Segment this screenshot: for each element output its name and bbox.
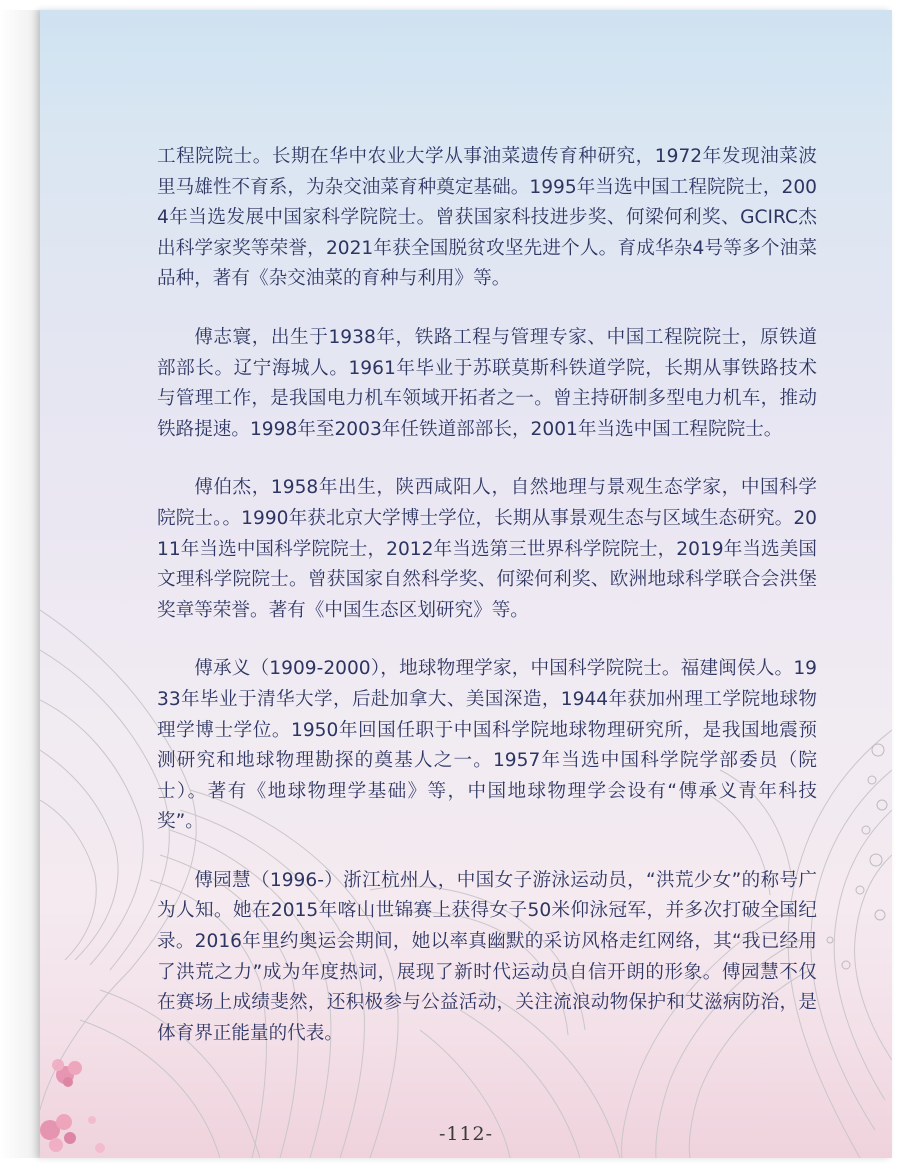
paragraph-fu-bojie: 傅伯杰，1958年出生，陕西咸阳人，自然地理与景观生态学家，中国科学院院士。。1990年获北京大学博士学位，长期从事景观生态与区域生态研究。2011年当选中国科学院院士，2012年当选第三世界科学院院士，2019年当选美国文理科学院院士。曾获国家自然科学奖、何梁何利奖、欧洲地球科学联合会洪堡奖章等荣誉。著有《中国生态区划研究》等。 <box>157 477 817 621</box>
page-number: -112- <box>438 1123 494 1145</box>
page-sheet <box>40 10 892 1158</box>
body-text <box>157 142 817 1077</box>
paragraph-fu-chengyi: 傅承义（1909-2000），地球物理学家，中国科学院院士。福建闽侯人。1933年毕业于清华大学，后赴加拿大、美国深造，1944年获加州理工学院地球物理学博士学位。1950年回国任职于中国科学院地球物理研究所，是我国地震预测研究和地球物理勘探的奠基人之一。1957年当选中国科学院学部委员（院士）。著有《地球物理学基础》等，中国地球物理学会设有“傅承义青年科技奖”。 <box>157 658 817 833</box>
paragraph-fu-yuanhui: 傅园慧（1996-）浙江杭州人，中国女子游泳运动员，“洪荒少女”的称号广为人知。她在2015年喀山世锦赛上获得女子50米仰泳冠军，并多次打破全国纪录。2016年里约奥运会期间，她以率真幽默的采访风格走红网络，其“我已经用了洪荒之力”成为年度热词，展现了新时代运动员自信开朗的形象。傅园慧不仅在赛场上成绩斐然，还积极参与公益活动，关注流浪动物保护和艾滋病防治，是体育界正能量的代表。 <box>157 869 817 1044</box>
paragraph-continued: 工程院院士。长期在华中农业大学从事油菜遗传育种研究，1972年发现油菜波里马雄性不育系，为杂交油菜育种奠定基础。1995年当选中国工程院院士，2004年当选发展中国家科学院院士。曾获国家科技进步奖、何梁何利奖、GCIRC杰出科学家奖等荣誉，2021年获全国脱贫攻坚先进个人。育成华杂4号等多个油菜品种，著有《杂交油菜的育种与利用》等。 <box>157 146 817 290</box>
paragraph-fu-zhihuan: 傅志寰，出生于1938年，铁路工程与管理专家、中国工程院院士，原铁道部部长。辽宁海城人。1961年毕业于苏联莫斯科铁道学院，长期从事铁路技术与管理工作，是我国电力机车领域开拓者之一。曾主持研制多型电力机车，推动铁路提速。1998年至2003年任铁道部部长，2001年当选中国工程院院士。 <box>157 326 817 440</box>
page-spine <box>0 10 40 1158</box>
